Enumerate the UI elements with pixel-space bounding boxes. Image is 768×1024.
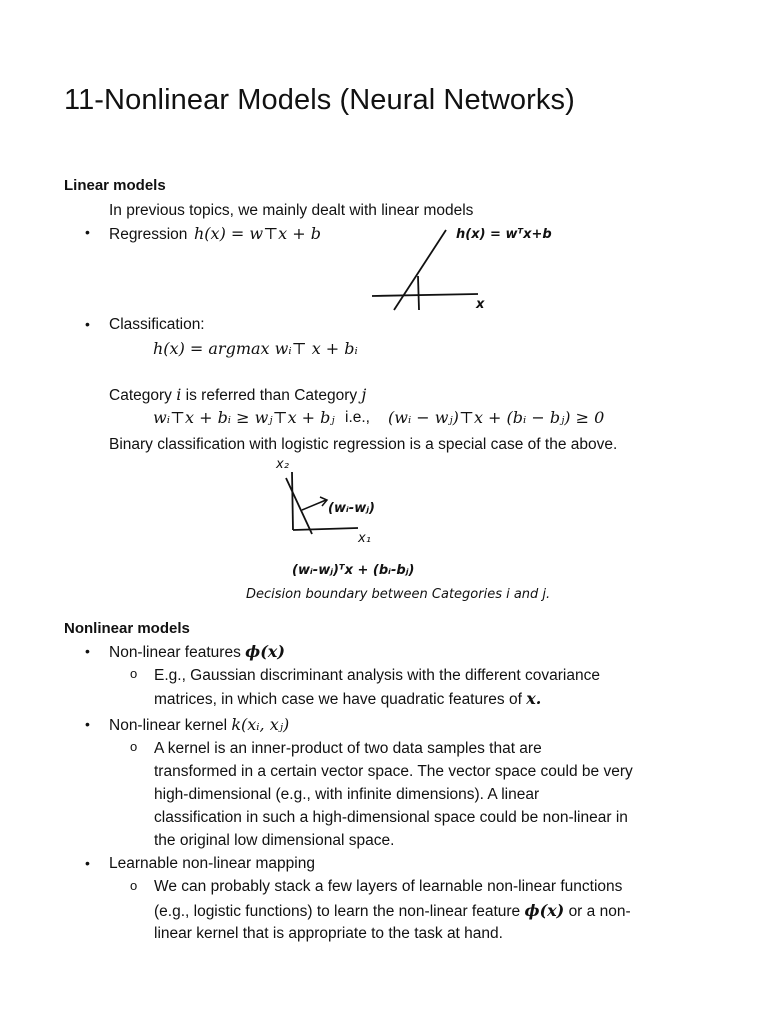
- mapping-sub-line2b: or a non-: [568, 903, 631, 920]
- regression-formula: h(x) = w⊤x + b: [194, 224, 321, 243]
- category-j: j: [361, 385, 367, 404]
- features-label: Non-linear features: [109, 644, 241, 661]
- mapping-sub-line1: We can probably stack a few layers of learnable non-linear functions: [154, 878, 623, 895]
- bullet-features: •: [85, 643, 90, 659]
- kernel-sub-line4: classification in such a high-dimensional space could be non-linear in: [154, 809, 628, 826]
- sub-bullet-features: o: [130, 666, 138, 681]
- sub-bullet-kernel: o: [130, 739, 138, 754]
- binary-note: Binary classification with logistic regression is a special case of the above.: [109, 436, 618, 453]
- regression-sketch-axis-label: x: [476, 297, 485, 312]
- decision-boundary-sketch: [240, 452, 570, 612]
- linear-intro: In previous topics, we mainly dealt with linear models: [109, 202, 474, 219]
- mapping-label: Learnable non-linear mapping: [109, 855, 315, 872]
- mapping-sub-line3: linear kernel that is appropriate to the task at hand.: [154, 925, 503, 942]
- page-title: 11-Nonlinear Models (Neural Networks): [64, 84, 575, 116]
- sketch-x1-label: x₁: [358, 531, 371, 546]
- sketch-vector-label: (wᵢ-wⱼ): [328, 501, 375, 516]
- sketch-x2-label: x₂: [276, 457, 289, 472]
- section-heading-linear: Linear models: [64, 177, 166, 194]
- inequality-right: (wᵢ − wⱼ)⊤x + (bᵢ − bⱼ) ≥ 0: [388, 408, 605, 427]
- classification-formula: h(x) = argmax wᵢ⊤ x + bᵢ: [153, 339, 358, 358]
- regression-label: Regression: [109, 226, 188, 243]
- sub-bullet-mapping: o: [130, 878, 138, 893]
- mapping-sub-symbol: ϕ(x): [524, 901, 565, 920]
- regression-sketch-label: h(x) = wᵀx+b: [456, 227, 552, 242]
- category-text-a: Category: [109, 387, 172, 404]
- sketch-caption: Decision boundary between Categories i and j.: [246, 587, 551, 602]
- sketch-boundary-equation: (wᵢ-wⱼ)ᵀx + (bᵢ-bⱼ): [292, 563, 415, 578]
- inequality-left: wᵢ⊤x + bᵢ ≥ wⱼ⊤x + bⱼ: [153, 408, 335, 427]
- bullet-mapping: •: [85, 855, 90, 871]
- features-sub-line2: matrices, in which case we have quadratic features of: [154, 691, 522, 708]
- category-text-b: is referred than Category: [185, 387, 358, 404]
- ie-text: i.e.,: [345, 409, 370, 426]
- mapping-sub-line2a: (e.g., logistic functions) to learn the non-linear feature: [154, 903, 521, 920]
- features-sub-line1: E.g., Gaussian discriminant analysis with the different covariance: [154, 667, 600, 684]
- kernel-sub-line5: the original low dimensional space.: [154, 832, 395, 849]
- bullet-regression: •: [85, 224, 90, 240]
- category-i: i: [176, 385, 182, 404]
- section-heading-nonlinear: Nonlinear models: [64, 620, 190, 637]
- kernel-label: Non-linear kernel: [109, 717, 228, 734]
- bullet-classification: •: [85, 316, 90, 332]
- features-sub-x: x.: [526, 689, 542, 708]
- kernel-sub-line2: transformed in a certain vector space. The vector space could be very: [154, 763, 633, 780]
- bullet-kernel: •: [85, 716, 90, 732]
- features-symbol: ϕ(x): [245, 642, 285, 661]
- kernel-sub-line3: high-dimensional (e.g., with infinite dimensions). A linear: [154, 786, 540, 803]
- regression-sketch: [368, 222, 552, 318]
- kernel-symbol: k(xᵢ, xⱼ): [231, 715, 290, 734]
- classification-label: Classification:: [109, 316, 205, 333]
- kernel-sub-line1: A kernel is an inner-product of two data samples that are: [154, 740, 542, 757]
